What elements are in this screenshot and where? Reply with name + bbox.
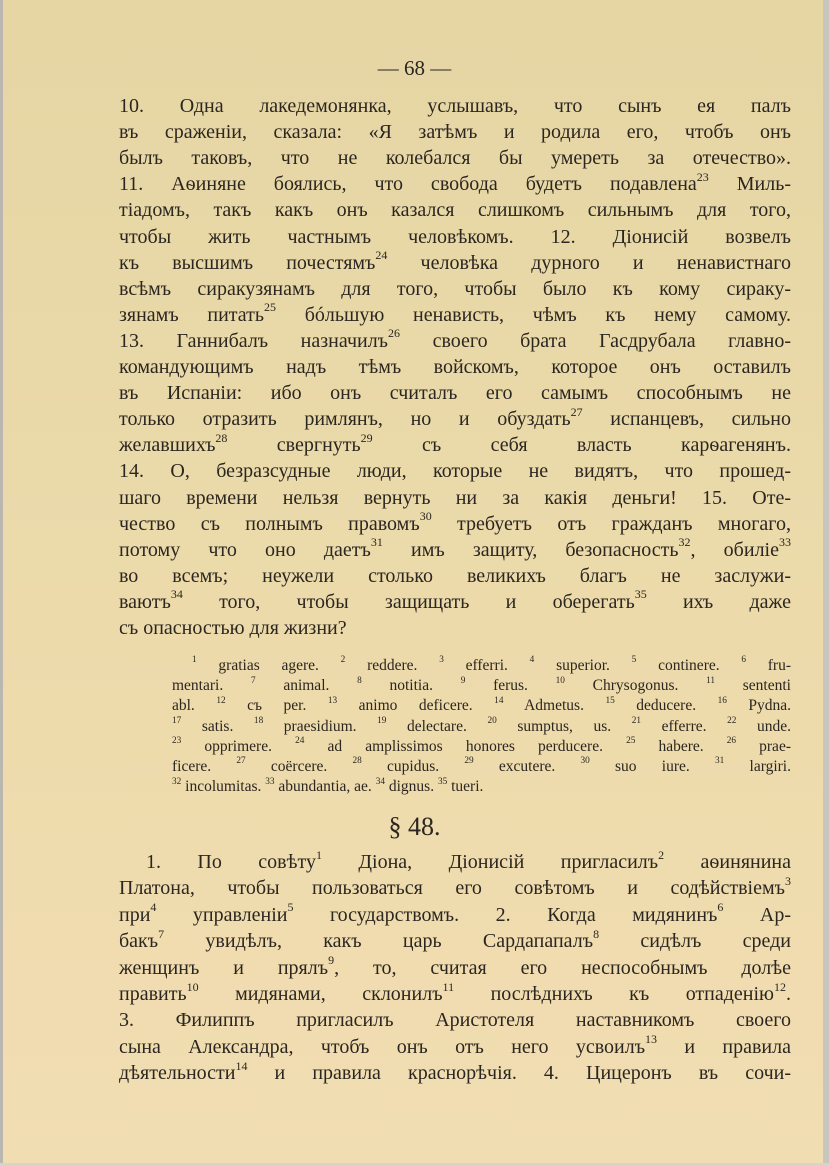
- footnote-ref: 35: [437, 776, 448, 787]
- text-run: prae-: [736, 737, 791, 755]
- text-run: ихъ даже: [646, 590, 791, 613]
- text-line: [119, 616, 791, 640]
- footnote-ref: 32: [678, 535, 691, 550]
- text-run: efferri.: [443, 657, 530, 674]
- text-run: зянамъ питать: [119, 303, 264, 326]
- text-line: [119, 381, 791, 405]
- text-line: [119, 509, 792, 536]
- text-line: [119, 926, 791, 953]
- text-line: [119, 564, 791, 588]
- text-run: командующимъ надъ тѣмъ войскомъ, которое онъ оставилъ: [119, 356, 791, 378]
- text-run: 13. Ганнибалъ назначилъ: [119, 329, 389, 352]
- text-run: Chrysogonus.: [564, 677, 707, 695]
- footnote-line: [172, 777, 791, 796]
- footnote-ref: 14: [494, 695, 504, 706]
- footnote-line: [172, 676, 791, 695]
- text-run: mentari.: [172, 677, 251, 695]
- text-line: [146, 847, 792, 874]
- text-run: suo iure.: [589, 758, 715, 775]
- footnote-line: [172, 737, 791, 756]
- footnote-ref: 12: [216, 695, 226, 706]
- text-run: 14. О, безразсудные люди, которые не видятъ, что прошед-: [119, 460, 791, 483]
- text-run: abl.: [172, 697, 217, 715]
- text-line: [119, 225, 791, 249]
- text-run: только отразить римлянъ, но и обуздать: [119, 408, 571, 431]
- text-run: дѣятельности: [119, 1062, 236, 1085]
- text-line: [119, 198, 791, 222]
- footnote-ref: 22: [727, 716, 737, 727]
- text-run: Діона, Діонисій пригласилъ: [321, 851, 659, 873]
- footnote-ref: 7: [250, 675, 256, 686]
- text-line: [119, 300, 791, 327]
- footnote-ref: 6: [741, 655, 747, 666]
- text-run: къ высшимъ почестямъ: [119, 251, 376, 274]
- footnote-ref: 35: [634, 587, 647, 602]
- text-line: [119, 120, 791, 144]
- footnote-ref: 25: [626, 736, 636, 747]
- text-line: [119, 535, 791, 562]
- footnote-ref: 13: [327, 695, 338, 706]
- text-run: 3. Филиппъ пригласилъ Аристотеля наставникомъ своего: [119, 1009, 791, 1032]
- text-line: [119, 326, 791, 353]
- text-run: и правила: [657, 1035, 791, 1058]
- text-line: [119, 169, 791, 196]
- text-run: въ Испаніи: ибо онъ считалъ его самымъ способнымъ не: [119, 382, 791, 405]
- footnote-ref: 10: [186, 979, 199, 994]
- text-run: sumptus, us.: [496, 717, 632, 735]
- footnote-ref: 28: [215, 430, 228, 445]
- text-line: [119, 1032, 791, 1059]
- footnote-ref: 27: [570, 404, 583, 419]
- text-run: сидѣлъ среди: [599, 930, 791, 953]
- footnote-ref: 19: [377, 716, 387, 727]
- text-run: послѣднихъ къ отпаденію: [454, 983, 775, 1005]
- text-run: animo deficere.: [337, 697, 495, 715]
- footnote-ref: 5: [631, 655, 637, 666]
- text-run: мидянами, склонилъ: [198, 983, 443, 1005]
- footnote-ref: 3: [785, 873, 791, 888]
- page-number: — 68 —: [377, 56, 452, 80]
- footnote-ref: 26: [388, 326, 401, 341]
- text-run: praesidium.: [263, 717, 378, 735]
- text-run: съ опасностью для жизни?: [119, 617, 347, 639]
- footnote-ref: 9: [460, 675, 466, 686]
- footnote-ref: 33: [265, 776, 275, 787]
- text-run: ficere.: [172, 758, 237, 775]
- footnote-ref: 21: [631, 716, 642, 727]
- text-run: coërcere.: [245, 758, 353, 775]
- text-run: того, чтобы защищать и оберегать: [182, 590, 635, 613]
- text-run: ferus.: [465, 677, 556, 695]
- footnote-ref: 23: [172, 736, 182, 747]
- text-run: reddere.: [345, 657, 440, 674]
- text-run: тіадомъ, такъ какъ онъ казался слишкомъ сильнымъ для того,: [119, 199, 791, 222]
- text-run: требуетъ отъ гражданъ многаго,: [431, 512, 792, 535]
- text-line: [119, 404, 791, 431]
- text-line: [119, 430, 791, 457]
- text-run: въ сраженіи, сказала: «Я затѣмъ и родила его, чтобъ онъ: [119, 121, 791, 144]
- footnote-ref: 31: [370, 535, 383, 550]
- text-run: желавшихъ: [119, 434, 216, 457]
- text-run: всѣмъ сиракузянамъ для того, чтобы было къ кому сираку-: [119, 277, 791, 300]
- text-run: увидѣлъ, какъ царь Сардапапалъ: [164, 930, 594, 953]
- text-line: [119, 277, 791, 301]
- text-run: бóльшую ненависть, чѣмъ къ нему самому.: [276, 303, 791, 326]
- text-run: съ себя власть карѳагенянъ.: [372, 434, 791, 457]
- text-run: abundantia, ae.: [274, 778, 376, 796]
- footnote-ref: 5: [287, 900, 294, 915]
- scan-edge-left: [0, 0, 3, 1166]
- text-run: , то, считая его неспособнымъ долѣе: [334, 956, 791, 979]
- text-run: сына Александра, чтобъ онъ отъ него усвоилъ: [119, 1035, 646, 1058]
- footnote-ref: 29: [464, 756, 474, 767]
- text-line: [119, 146, 791, 170]
- footnote-ref: 27: [236, 756, 246, 767]
- footnote-ref: 3: [439, 655, 444, 666]
- text-line: [119, 459, 791, 483]
- text-run: Ар-: [723, 903, 791, 926]
- text-run: tueri.: [447, 778, 484, 796]
- footnote-ref: 32: [172, 776, 182, 787]
- text-run: deducere.: [614, 697, 718, 715]
- text-run: потому что оно даетъ: [119, 538, 371, 561]
- footnote-ref: 30: [580, 756, 590, 767]
- text-run: при: [119, 903, 151, 926]
- footnote-ref: 29: [360, 430, 373, 445]
- footnote-ref: 4: [150, 900, 157, 915]
- text-run: шаго времени нельзя вернуть ни за какія деньги! 15. Оте-: [119, 486, 791, 509]
- footnote-ref: 17: [172, 716, 182, 727]
- footnote-ref: 15: [605, 695, 615, 706]
- footnote-ref: 34: [375, 776, 385, 787]
- footnote-ref: 11: [442, 979, 455, 994]
- text-run: Миль-: [708, 173, 791, 196]
- text-run: своего брата Гасдрубала главно-: [400, 329, 791, 352]
- text-run: свергнуть: [227, 434, 361, 457]
- footnote-ref: 33: [778, 535, 791, 550]
- text-line: [119, 953, 791, 980]
- text-run: ad amplissimos honores perducere.: [304, 737, 627, 755]
- text-run: и правила краснорѣчія. 4. Цицеронъ въ сочи-: [247, 1062, 791, 1085]
- footnote-ref: 12: [774, 979, 787, 994]
- footnote-ref: 13: [645, 1032, 658, 1047]
- text-run: государствомъ. 2. Когда мидянинъ: [293, 903, 718, 926]
- footnote-line: [192, 656, 791, 675]
- text-run: delectare.: [386, 717, 488, 735]
- text-line: [119, 900, 791, 927]
- footnote-ref: 14: [235, 1058, 248, 1073]
- footnote-line: [172, 717, 791, 736]
- footnote-ref: 24: [375, 248, 388, 263]
- text-run: Платона, чтобы пользоваться его совѣтомъ и содѣйствіемъ: [119, 877, 785, 900]
- footnote-ref: 11: [706, 675, 716, 686]
- text-run: sententi: [715, 677, 791, 695]
- text-run: dignus.: [384, 778, 438, 796]
- text-line: [119, 94, 791, 118]
- text-line: [119, 486, 791, 510]
- text-run: incolumitas.: [181, 778, 266, 796]
- text-run: fru-: [746, 657, 792, 674]
- text-run: имъ защиту, безопасность: [382, 538, 679, 561]
- text-run: былъ таковъ, что не колебался бы умереть за отечество».: [119, 147, 791, 170]
- text-run: аѳинянина: [664, 851, 792, 873]
- text-line: [119, 979, 792, 1006]
- text-run: .: [786, 983, 792, 1005]
- footnote-ref: 2: [658, 847, 665, 862]
- text-run: съ per.: [225, 697, 328, 715]
- footnote-line: [172, 757, 791, 776]
- footnote-ref: 28: [352, 756, 362, 767]
- text-run: человѣка дурного и ненавистнаго: [387, 251, 791, 274]
- text-run: во всемъ; неужели столько великихъ благъ не заслужи-: [119, 564, 791, 587]
- text-run: 1. По совѣту: [146, 851, 316, 873]
- footnote-ref: 7: [158, 926, 165, 941]
- footnote-ref: 10: [555, 675, 565, 686]
- text-run: бакъ: [119, 930, 159, 953]
- footnote-ref: 26: [726, 736, 737, 747]
- footnote-ref: 18: [253, 716, 264, 727]
- text-run: opprimere.: [181, 737, 296, 755]
- text-run: cupidus.: [361, 758, 465, 775]
- text-line: [119, 1058, 791, 1085]
- text-run: править: [119, 983, 187, 1005]
- text-run: continere.: [636, 657, 742, 674]
- footnote-line: [172, 696, 791, 715]
- footnote-ref: 25: [264, 300, 276, 315]
- footnote-ref: 8: [357, 675, 362, 686]
- footnote-ref: 9: [328, 953, 335, 968]
- text-run: ваютъ: [119, 590, 171, 613]
- footnote-ref: 1: [192, 655, 197, 666]
- text-run: largiri.: [724, 758, 791, 775]
- text-run: управленіи: [156, 903, 288, 926]
- footnote-ref: 23: [696, 169, 709, 184]
- text-run: habere.: [635, 737, 727, 755]
- text-run: notitia.: [361, 677, 461, 695]
- text-line: [119, 1008, 791, 1032]
- text-run: efferre.: [641, 717, 728, 735]
- footnote-ref: 34: [170, 587, 183, 602]
- text-run: gratias agere.: [196, 657, 341, 674]
- text-run: 11. Аѳиняне боялись, что свобода будетъ подавлена: [119, 173, 697, 196]
- footnote-ref: 16: [717, 695, 727, 706]
- text-run: женщинъ и прялъ: [119, 956, 329, 979]
- text-run: unde.: [736, 717, 791, 735]
- text-line: [119, 248, 791, 275]
- footnote-ref: 31: [714, 756, 725, 767]
- footnote-ref: 8: [593, 926, 600, 941]
- footnote-ref: 30: [419, 509, 432, 524]
- footnote-ref: 6: [717, 900, 724, 915]
- text-run: 10. Одна лакедемонянка, услышавъ, что сынъ ея палъ: [119, 95, 791, 117]
- footnote-ref: 2: [340, 655, 346, 666]
- text-run: чество съ полнымъ правомъ: [119, 512, 420, 535]
- text-run: satis.: [181, 717, 254, 735]
- section-heading: § 48.: [388, 812, 441, 841]
- text-line: [119, 355, 791, 379]
- text-line: [119, 587, 791, 614]
- text-line: [119, 873, 791, 900]
- text-run: animal.: [255, 677, 358, 695]
- footnote-ref: 24: [295, 736, 305, 747]
- text-run: испанцевъ, сильно: [582, 408, 791, 431]
- footnote-ref: 4: [529, 655, 535, 666]
- text-run: superior.: [534, 657, 632, 674]
- text-run: чтобы жить частнымъ человѣкомъ. 12. Діонисій возвелъ: [119, 225, 791, 248]
- text-run: excutere.: [473, 758, 581, 775]
- scan-edge-right: [823, 0, 829, 1166]
- text-run: Pydna.: [726, 697, 792, 715]
- text-run: Admetus.: [503, 697, 606, 715]
- text-run: , обиліе: [690, 538, 779, 561]
- footnote-ref: 20: [487, 716, 497, 727]
- footnote-ref: 1: [315, 847, 322, 862]
